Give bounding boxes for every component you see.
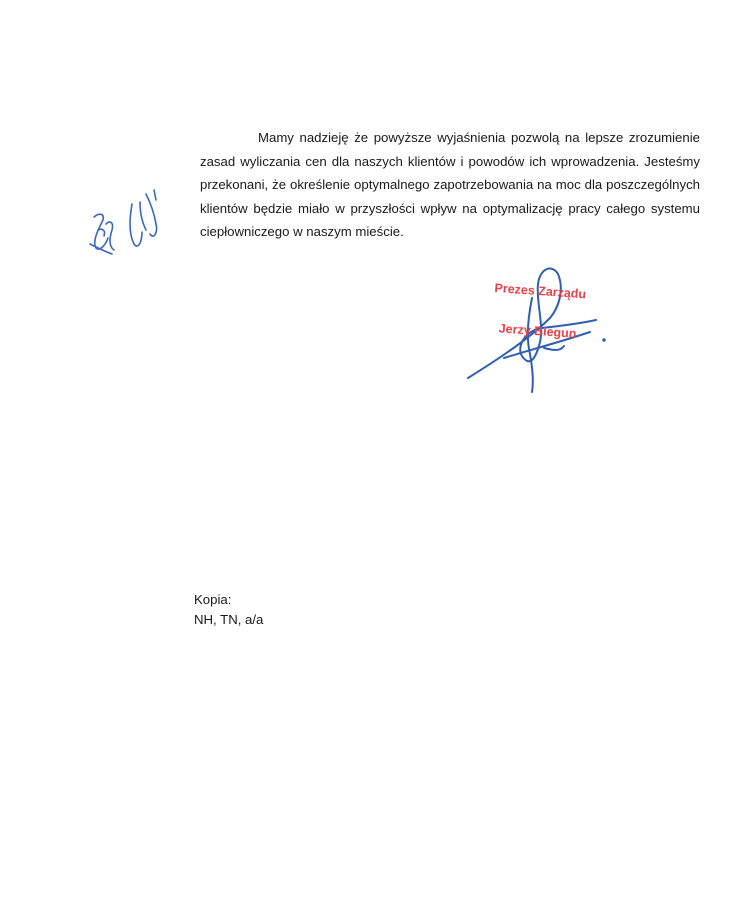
handwritten-initials — [84, 172, 174, 272]
copy-label: Kopia: — [194, 592, 232, 607]
closing-paragraph: Mamy nadzieję że powyższe wyjaśnienia pozwolą na lepsze zrozumienie zasad wyliczania cen dla naszych klientów i powodów ich wprowadzenia. Jesteśmy przekonani, że określenie optymalnego zapotrzebowania na moc dla poszczególnych klientów będzie miało w przyszłości wpływ na optymalizację pracy całego systemu ciepłowniczego w naszym mieście. — [200, 130, 700, 239]
copy-block — [194, 590, 263, 629]
stamp-title: Prezes Zarządu — [494, 281, 587, 302]
stamp-name: Jerzy Biegun — [498, 321, 577, 341]
copy-recipients: NH, TN, a/a — [194, 611, 264, 627]
